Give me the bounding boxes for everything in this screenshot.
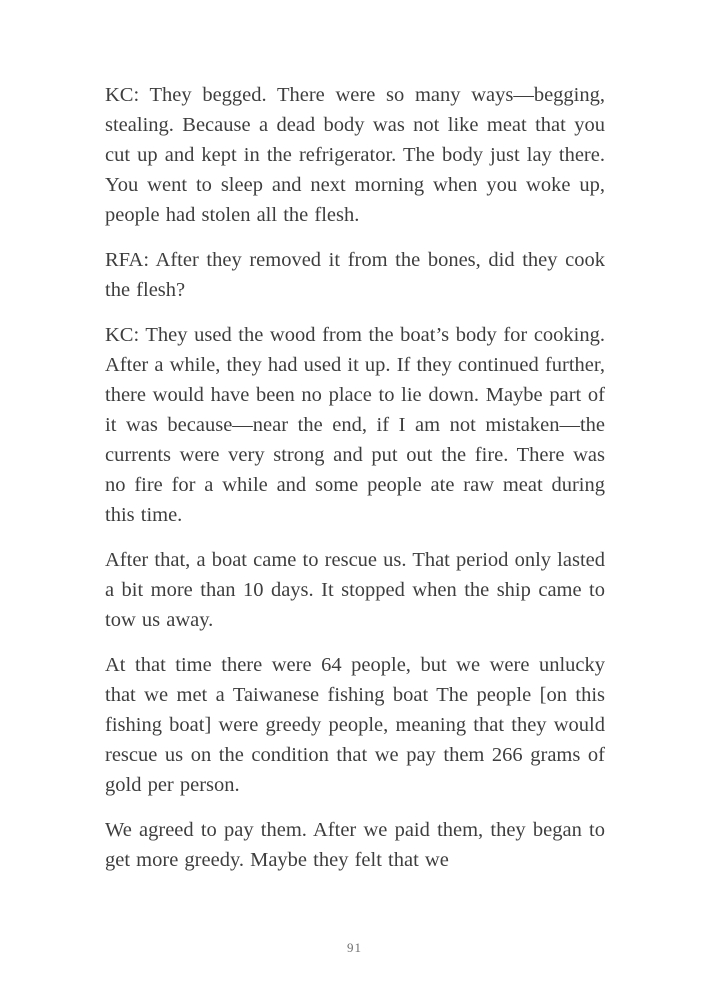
paragraph-rescue-boat: After that, a boat came to rescue us. That period only lasted a bit more than 10 days. It stopped when the ship came to tow us away. <box>105 549 605 631</box>
page-text <box>105 80 605 875</box>
paragraph-we-agreed-to-pay: We agreed to pay them. After we paid them, they began to get more greedy. Maybe they felt that we <box>105 819 605 871</box>
paragraph-taiwanese-fishing-boat: At that time there were 64 people, but we were unlucky that we met a Taiwanese fishing boat The people [on this fishing boat] were greedy people, meaning that they would rescue us on the condition that we pay them 266 grams of gold per person. <box>105 654 605 796</box>
page-number: 91 <box>347 940 362 955</box>
paragraph-rfa-question: RFA: After they removed it from the bones, did they cook the flesh? <box>105 249 605 301</box>
paragraph-kc-they-begged: KC: They begged. There were so many ways—begging, stealing. Because a dead body was not like meat that you cut up and kept in the refrigerator. The body just lay there. You went to sleep and next morning when you woke up, people had stolen all the flesh. <box>105 84 605 226</box>
paragraph-kc-wood-cooking: KC: They used the wood from the boat’s body for cooking. After a while, they had used it up. If they continued further, there would have been no place to lie down. Maybe part of it was because—near the end, if I am not mistaken—the currents were very strong and put out the fire. There was no fire for a while and some people ate raw meat during this time. <box>105 324 605 526</box>
